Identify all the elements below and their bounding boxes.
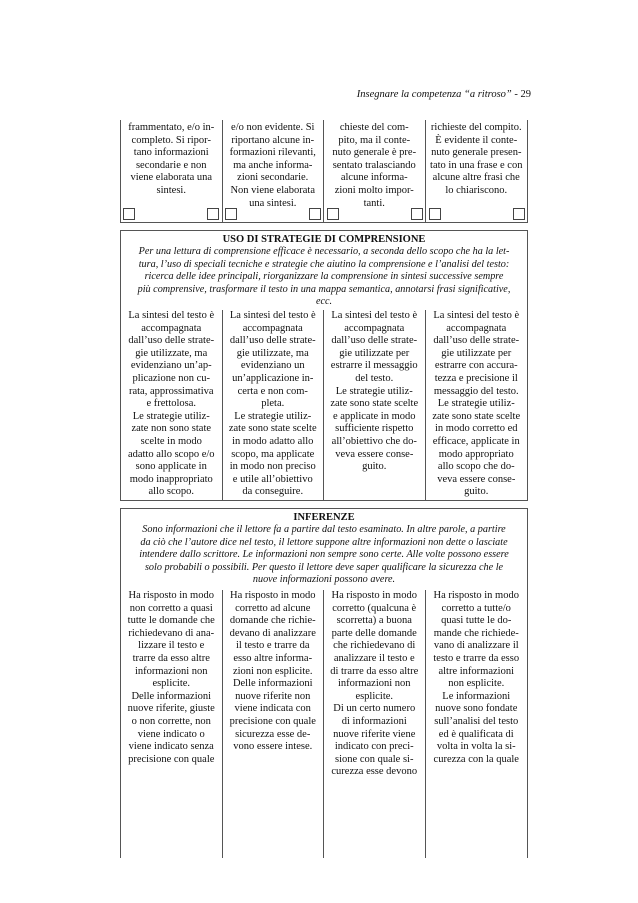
text-line: sentato tralasciando [332, 159, 416, 171]
text-line: trarre da esso altre [132, 652, 210, 664]
text-line: allo scopo che do- [437, 461, 515, 473]
text-line: guito. [464, 486, 489, 498]
text-line: Ha risposto in modo [331, 590, 417, 601]
text-line: e/o non evidente. Si [231, 122, 315, 133]
text-line: intendere dallo scrittore. Le informazioni non sempre sono certe. Alle volte possono essere [139, 549, 509, 561]
text-line: tura, l’uso di speciali tecniche e strategie che aiutino la comprensione e l’analisi del testo: [138, 258, 510, 270]
checkbox[interactable] [429, 208, 441, 220]
rubric-continuation [120, 120, 528, 223]
text-line: alcune altre frasi che [432, 172, 520, 184]
text-line: certa e non com- [237, 385, 308, 397]
checkbox[interactable] [327, 208, 339, 220]
text-line: esplicite. [355, 690, 394, 702]
text-line: gie utilizzate per [441, 347, 512, 359]
text-line: sintesi. [156, 184, 186, 196]
rubric-level-2 [223, 590, 325, 858]
checkbox[interactable] [411, 208, 423, 220]
text-line: modo appropriato [438, 448, 514, 460]
text-line: sull’analisi del testo [434, 715, 519, 727]
text-line: richiedevano di ana- [128, 627, 215, 639]
text-line: sicurezza esse de- [235, 728, 311, 740]
text-line: dall’uso delle strate- [331, 335, 418, 347]
text-line: evidenziano un’ap- [130, 360, 212, 372]
text-line: accompagnata [242, 322, 303, 334]
text-line: È evidente il conte- [435, 134, 518, 146]
text-line: gie utilizzate, ma [135, 347, 208, 359]
text-line: all’obiettivo che do- [331, 435, 417, 447]
text-line: La sintesi del testo è [128, 310, 215, 321]
text-line: di informazioni [341, 715, 407, 727]
text-line: indicato con preci- [334, 741, 414, 753]
text-line: ricerca delle idee principali, riorganizzare la comprensione in sintesi successive sempre [144, 271, 504, 283]
text-line: nuto generale presen- [431, 147, 522, 159]
text-line: del testo. [355, 372, 394, 384]
text-line: zioni non esplicite. [232, 665, 313, 677]
text-line: La sintesi del testo è [229, 310, 316, 321]
rubric-level-4 [426, 310, 528, 500]
text-line: curezza esse devono [331, 766, 418, 778]
text-line: Ha risposto in modo [230, 590, 316, 601]
text-line: scelte in modo [140, 435, 202, 447]
text-line: scopo, ma applicate [231, 448, 315, 460]
text-line: richieste del compito. [430, 122, 522, 133]
checkbox[interactable] [123, 208, 135, 220]
text-line: nuove riferite viene [333, 728, 416, 740]
text-line: dall’uso delle strate- [433, 335, 520, 347]
text-line: accompagnata [446, 322, 507, 334]
section-title: USO DI STRATEGIE DI COMPRENSIONE [222, 234, 426, 245]
text-line: nuto generale è pre- [332, 147, 417, 159]
section-description [121, 524, 527, 587]
text-line: esplicite. [152, 678, 191, 690]
text-line: da ciò che l’autore dice nel testo, il lettore suppone altre informazioni non dette o lasciate [140, 536, 508, 548]
rubric-level-3 [324, 120, 426, 222]
text-line: gie utilizzate, ma [236, 347, 309, 359]
text-line: allo scopo. [148, 486, 194, 498]
text-line: efficace, applicate in [432, 435, 520, 447]
text-line: che richiedevano di [333, 640, 416, 652]
text-line: una sintesi. [249, 197, 297, 209]
text-line: solo probabili o possibili. Per questo il lettore deve saper qualificare la sicurezza che le [144, 561, 504, 573]
text-line: riportano alcune in- [231, 134, 315, 146]
text-line: estrarre con accura- [434, 360, 518, 372]
text-line: tano informazioni [133, 147, 209, 159]
text-line: Le strategie utiliz- [335, 385, 413, 397]
rubric-level-4 [426, 590, 528, 858]
text-line: nuove informazioni possono avere. [252, 574, 396, 586]
section-description [121, 246, 527, 309]
text-line: frammentato, e/o in- [128, 122, 215, 133]
text-line: corretto a tutte/o [441, 602, 511, 614]
page-number: 29 [520, 89, 531, 100]
text-line: alcune informa- [340, 172, 408, 184]
text-line: volta in volta la si- [436, 741, 516, 753]
text-line: Ha risposto in modo [433, 590, 519, 601]
text-line: di trarre da esso altre [330, 665, 419, 677]
checkbox[interactable] [225, 208, 237, 220]
text-line: Delle informazioni [131, 690, 212, 702]
text-line: tutte le domande che [127, 615, 215, 627]
section-title: INFERENZE [293, 512, 355, 523]
text-line: Le strategie utiliz- [437, 398, 515, 410]
text-line: informazioni non [134, 665, 208, 677]
text-line: veva essere conse- [335, 448, 414, 460]
text-line: viene elaborata una [130, 172, 213, 184]
checkbox[interactable] [513, 208, 525, 220]
text-line: lo chiariscono. [445, 184, 508, 196]
text-line: completo. Si ripor- [131, 134, 211, 146]
text-line: parte delle domande [331, 627, 417, 639]
rubric-level-1 [121, 590, 223, 858]
text-line: veva essere conse- [437, 473, 516, 485]
text-line: altre informazioni [438, 665, 514, 677]
checkbox[interactable] [309, 208, 321, 220]
text-line: e utile all’obiettivo [232, 473, 313, 485]
text-line: non esplicite. [448, 678, 505, 690]
text-line: formazioni rilevanti, [229, 147, 316, 159]
rubric-level-1 [121, 120, 223, 222]
text-line: un’applicazione in- [232, 372, 314, 384]
text-line: zate sono state scelte [228, 423, 317, 435]
text-line: in modo adatto allo [232, 435, 314, 447]
text-line: Delle informazioni [232, 678, 313, 690]
section-strategie [120, 230, 528, 501]
text-line: devano di analizzare [229, 627, 316, 639]
rubric-level-3 [324, 590, 426, 858]
rubric-level-4 [426, 120, 528, 222]
text-line: evidenziano un [240, 360, 305, 372]
text-line: scorretta) a buona [336, 615, 412, 627]
text-line: adatto allo scopo e/o [127, 448, 215, 460]
text-line: accompagnata [141, 322, 202, 334]
text-line: zioni secondarie. [237, 172, 309, 184]
running-header-title: Insegnare la competenza “a ritroso” [356, 89, 512, 100]
text-line: rata, approssimativa [128, 385, 214, 397]
text-line: quasi tutte le do- [441, 615, 512, 627]
text-line: tezza e precisione il [434, 372, 518, 384]
text-line: dall’uso delle strate- [128, 335, 215, 347]
text-line: corretto ad alcune [235, 602, 311, 614]
rubric-level-2 [223, 310, 325, 500]
text-line: esso altre informa- [233, 652, 313, 664]
text-line: vano di analizzare il [433, 640, 519, 652]
text-line: mande che richiede- [433, 627, 519, 639]
text-line: e frettolosa. [146, 398, 197, 410]
text-line: Le strategie utiliz- [234, 410, 312, 422]
text-line: sufficiente rispetto [335, 423, 414, 435]
text-line: sione con quale si- [335, 753, 414, 765]
text-line: plicazione non cu- [132, 372, 211, 384]
text-line: non corretto a quasi [129, 602, 213, 614]
text-line: tanti. [363, 197, 385, 209]
text-line: ecc. [315, 296, 333, 308]
text-line: curezza con la quale [433, 753, 519, 765]
text-line: domande che richie- [229, 615, 316, 627]
text-line: nuove riferite, giuste [127, 703, 215, 715]
text-line: zate sono state scelte [330, 398, 419, 410]
text-line: guito. [362, 461, 387, 473]
text-line: informazioni non [337, 678, 411, 690]
text-line: tato in una frase e con [430, 159, 523, 171]
text-line: chieste del com- [339, 122, 409, 133]
text-line: sono applicate in [135, 461, 207, 473]
text-line: accompagnata [344, 322, 405, 334]
text-line: zate sono state scelte [432, 410, 521, 422]
text-line: ed è qualificata di [438, 728, 514, 740]
text-line: zate non sono state [131, 423, 212, 435]
rubric-level-3 [324, 310, 426, 500]
checkbox[interactable] [207, 208, 219, 220]
text-line: estrarre il messaggio [330, 360, 418, 372]
text-line: Ha risposto in modo [128, 590, 214, 601]
text-line: viene indicato o [137, 728, 205, 740]
text-line: modo inappropriato [129, 473, 213, 485]
text-line: Di un certo numero [333, 703, 416, 715]
rubric-level-1 [121, 310, 223, 500]
text-line: messaggio del testo. [433, 385, 519, 397]
text-line: da conseguire. [242, 486, 304, 498]
text-line: o non corrette, non [131, 715, 211, 727]
text-line: vono essere intese. [233, 741, 313, 753]
section-inferenze [120, 508, 528, 858]
text-line: analizzare il testo e [333, 652, 415, 664]
text-line: precisione con quale [128, 753, 215, 765]
text-line: il testo e trarre da [236, 640, 310, 652]
text-line: precisione con quale [229, 715, 316, 727]
text-line: viene indicato senza [128, 741, 214, 753]
text-line: pito, ma il conte- [338, 134, 411, 146]
text-line: in modo non preciso [229, 461, 316, 473]
text-line: Le strategie utiliz- [132, 410, 210, 422]
rubric-level-2 [223, 120, 325, 222]
text-line: nuove riferite non [235, 690, 311, 702]
text-line: lizzare il testo e [138, 640, 205, 652]
text-line: Per una lettura di comprensione efficace è necessario, a seconda dello scopo che ha la let- [138, 246, 510, 257]
text-line: zioni molto impor- [334, 184, 414, 196]
text-line: secondarie e non [135, 159, 207, 171]
text-line: ma anche informa- [233, 159, 313, 171]
text-line: Non viene elaborata [230, 184, 316, 196]
text-line: gie utilizzate per [339, 347, 410, 359]
text-line: La sintesi del testo è [331, 310, 418, 321]
text-line: in modo corretto ed [434, 423, 518, 435]
text-line: corretto (qualcuna è [332, 602, 417, 614]
text-line: e applicate in modo [332, 410, 416, 422]
text-line: più comprensive, trasformare il testo in una mappa semantica, annotarsi frasi significative, [137, 283, 511, 295]
text-line: dall’uso delle strate- [229, 335, 316, 347]
text-line: La sintesi del testo è [433, 310, 520, 321]
text-line: nuove sono fondate [435, 703, 518, 715]
text-line: Le informazioni [442, 690, 511, 702]
text-line: pleta. [261, 398, 285, 410]
text-line: testo e trarre da esso [433, 652, 520, 664]
text-line: viene indicata con [234, 703, 311, 715]
text-line: Sono informazioni che il lettore fa a partire dal testo esaminato. In altre parole, a partire [142, 524, 506, 535]
running-header: Insegnare la competenza “a ritroso” - 29 [356, 89, 531, 100]
